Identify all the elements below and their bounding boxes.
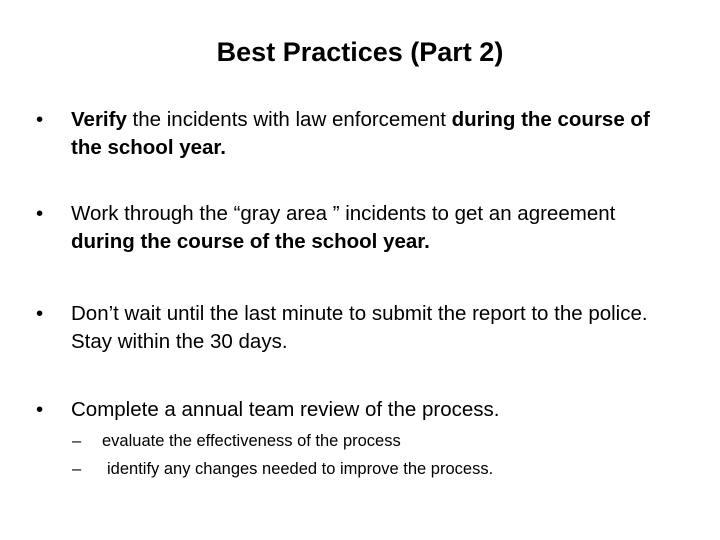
bullet-item bbox=[36, 106, 666, 162]
dash-icon: – bbox=[72, 460, 82, 478]
bullet-dot-icon: • bbox=[36, 108, 44, 131]
bullet-text bbox=[71, 106, 666, 162]
bullet-normal-text: Complete a annual team review of the process. bbox=[71, 398, 500, 421]
bullet-bold-tail: during the course of the school year. bbox=[71, 108, 650, 159]
bullet-normal-text: the incidents with law enforcement bbox=[126, 108, 452, 131]
bullet-dot-icon: • bbox=[36, 202, 44, 225]
bullet-dot-icon: • bbox=[36, 302, 44, 325]
slide-title: Best Practices (Part 2) bbox=[216, 37, 504, 67]
sub-bullet-text: evaluate the effectiveness of the process bbox=[102, 432, 401, 450]
bullet-text bbox=[71, 396, 666, 424]
dash-icon: – bbox=[72, 432, 82, 450]
bullet-text bbox=[71, 200, 666, 256]
sub-bullet-text: identify any changes needed to improve the process. bbox=[107, 460, 494, 478]
bullet-text bbox=[71, 300, 666, 356]
bullet-item bbox=[36, 200, 666, 256]
bullet-bold-lead: Verify bbox=[71, 108, 127, 131]
bullet-bold-tail: during the course of the school year. bbox=[71, 230, 430, 253]
bullet-normal-text: Don’t wait until the last minute to submit the report to the police. Stay within the 30 days. bbox=[71, 302, 648, 353]
bullet-item bbox=[36, 300, 666, 356]
bullet-dot-icon: • bbox=[36, 398, 44, 421]
bullet-item bbox=[36, 396, 666, 424]
bullet-normal-text: Work through the “gray area ” incidents to get an agreement bbox=[71, 202, 616, 225]
